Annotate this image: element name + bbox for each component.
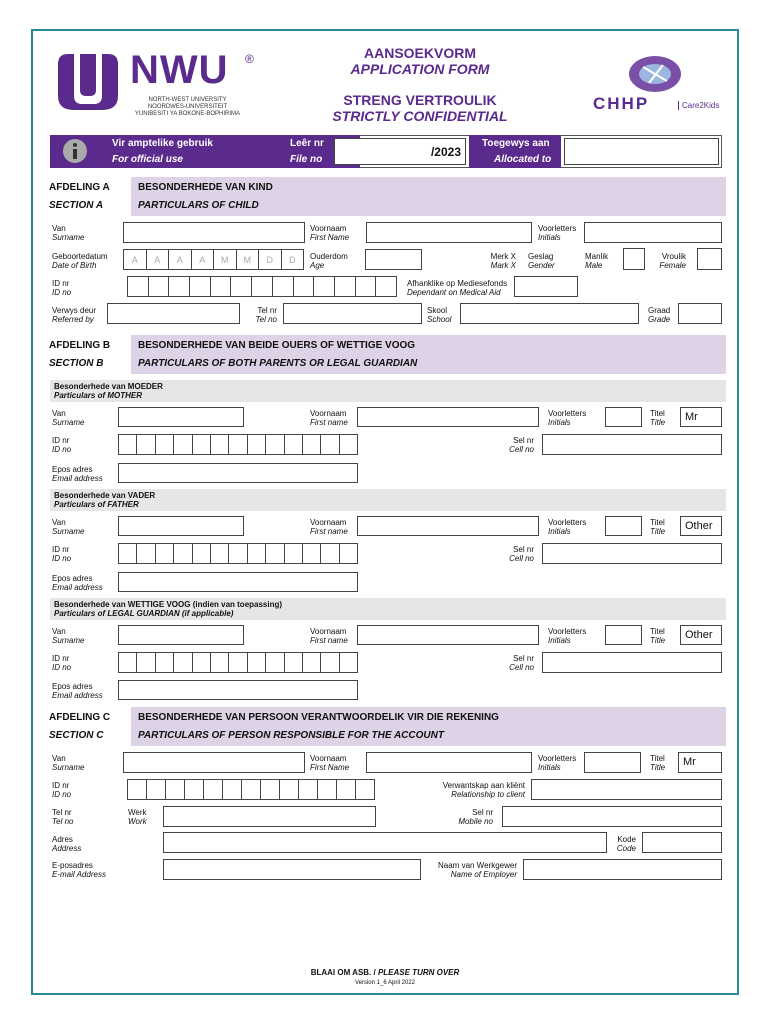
acc-id-label: ID nr ID no: [52, 781, 72, 799]
confidential-af: STRENG VERTROULIK: [343, 92, 497, 108]
child-surname-label: Van Surname: [52, 224, 85, 242]
child-surname-input[interactable]: [123, 222, 305, 243]
child-id-grid[interactable]: [127, 276, 397, 297]
nwu-logo-text: NWU: [130, 48, 229, 92]
mother-email-label: Epos adres Email address: [52, 465, 103, 483]
acc-surname-label: Van Surname: [52, 754, 85, 772]
uni-name-tn: YUNIBESITI YA BOKONE-BOPHIRIMA: [134, 111, 241, 117]
acc-cell-label: Sel nr Mobile no: [458, 808, 493, 826]
guardian-subheader: Besonderhede van WETTIGE VOOG (indien van toepassing) Particulars of LEGAL GUARDIAN (if applicable): [50, 598, 726, 620]
care2kids-text: Care2Kids: [678, 101, 719, 110]
mother-initials-input[interactable]: [605, 407, 642, 427]
school-label: Skool School: [427, 306, 452, 324]
dob-label: Geboortedatum Date of Birth: [52, 252, 108, 270]
child-initials-input[interactable]: [584, 222, 722, 243]
ref-tel-label: Tel nr Tel no: [255, 306, 277, 324]
chhp-logo-text: CHHP: [593, 94, 650, 113]
mother-subheader: Besonderhede van MOEDER Particulars of MOTHER: [50, 380, 726, 402]
registered-mark: ®: [245, 52, 254, 66]
section-b-label: AFDELING B SECTION B: [49, 335, 131, 374]
file-no-input[interactable]: [334, 138, 466, 165]
title-af: AANSOEKVORM: [363, 45, 476, 61]
acc-title-select[interactable]: Mr: [678, 752, 722, 773]
father-surname-input[interactable]: [118, 516, 244, 536]
uni-name-af: NOORDWES-UNIVERSITEIT: [147, 104, 228, 110]
child-firstname-label: Voornaam First Name: [310, 224, 350, 242]
grade-label: Graad Grade: [648, 306, 671, 324]
uni-name-en: NORTH-WEST UNIVERSITY: [148, 97, 227, 103]
section-a-label: AFDELING A SECTION A: [49, 177, 131, 216]
version-text: Version 1_6 April 2022: [354, 980, 416, 986]
section-a-header: BESONDERHEDE VAN KIND PARTICULARS OF CHILD: [131, 177, 726, 216]
file-no-en: File no: [290, 154, 323, 165]
father-initials-input[interactable]: [605, 516, 642, 536]
father-email-input[interactable]: [118, 572, 358, 592]
section-c-header: BESONDERHEDE VAN PERSOON VERANTWOORDELIK VIR DIE REKENING PARTICULARS OF PERSON RESPONSIBLE FOR THE ACCOUNT: [131, 707, 726, 746]
ref-tel-input[interactable]: [283, 303, 422, 324]
guardian-title-label: Titel Title: [650, 627, 666, 645]
official-use-en: For official use: [112, 154, 183, 165]
acc-initials-input[interactable]: [584, 752, 641, 773]
acc-work-label: Werk Work: [128, 808, 147, 826]
university-names: [130, 97, 245, 118]
guardian-firstname-input[interactable]: [357, 625, 539, 645]
guardian-initials-label: Voorletters Initials: [548, 627, 587, 645]
father-title-select[interactable]: Other: [680, 516, 722, 536]
father-title-label: Titel Title: [650, 518, 666, 536]
acc-id-grid[interactable]: [127, 779, 375, 800]
allocated-af: Toegewys aan: [482, 138, 550, 149]
guardian-id-label: ID nr ID no: [52, 654, 72, 672]
child-initials-label: Voorletters Initials: [538, 224, 577, 242]
guardian-surname-input[interactable]: [118, 625, 244, 645]
employer-input[interactable]: [523, 859, 722, 880]
mother-cell-input[interactable]: [542, 434, 722, 455]
chhp-brain-icon: [625, 53, 685, 95]
mother-email-input[interactable]: [118, 463, 358, 483]
mother-initials-label: Voorletters Initials: [548, 409, 587, 427]
mark-x-label: Merk X Mark X: [490, 252, 516, 270]
guardian-cell-input[interactable]: [542, 652, 722, 673]
father-cell-label: Sel nr Cell no: [509, 545, 534, 563]
relationship-label: Verwantskap aan kliënt Relationship to client: [442, 781, 525, 799]
section-b-header: BESONDERHEDE VAN BEIDE OUERS OF WETTIGE VOOG PARTICULARS OF BOTH PARENTS OR LEGAL GUARDIAN: [131, 335, 726, 374]
address-input[interactable]: [163, 832, 607, 853]
address-label: Adres Address: [52, 835, 82, 853]
referred-label: Verwys deur Referred by: [52, 306, 97, 324]
dob-grid[interactable]: A A A A M M D D: [123, 249, 304, 270]
child-id-label: ID nr ID no: [52, 279, 72, 297]
grade-input[interactable]: [678, 303, 722, 324]
guardian-surname-label: Van Surname: [52, 627, 85, 645]
father-initials-label: Voorletters Initials: [548, 518, 587, 536]
info-icon: [62, 138, 88, 164]
mother-id-grid[interactable]: [118, 434, 358, 455]
acc-firstname-input[interactable]: [366, 752, 532, 773]
acc-email-input[interactable]: [163, 859, 421, 880]
referred-input[interactable]: [107, 303, 240, 324]
mother-surname-input[interactable]: [118, 407, 244, 427]
code-input[interactable]: [642, 832, 722, 853]
mother-title-label: Titel Title: [650, 409, 666, 427]
guardian-initials-input[interactable]: [605, 625, 642, 645]
female-label: Vroulik Female: [659, 252, 686, 270]
child-firstname-input[interactable]: [366, 222, 532, 243]
medical-aid-input[interactable]: [514, 276, 578, 297]
age-input[interactable]: [365, 249, 422, 270]
nwu-emblem: [52, 50, 124, 112]
mother-title-select[interactable]: Mr: [680, 407, 722, 427]
father-id-grid[interactable]: [118, 543, 358, 564]
acc-initials-label: Voorletters Initials: [538, 754, 577, 772]
official-use-af: Vir amptelike gebruik: [112, 138, 213, 149]
male-label: Manlik Male: [585, 252, 609, 270]
acc-cell-input[interactable]: [502, 806, 722, 827]
father-id-label: ID nr ID no: [52, 545, 72, 563]
acc-work-tel-input[interactable]: [163, 806, 376, 827]
mother-firstname-input[interactable]: [357, 407, 539, 427]
acc-email-label: E-posadres E-mail Address: [52, 861, 106, 879]
file-no-af: Leêr nr: [290, 138, 324, 149]
guardian-id-grid[interactable]: [118, 652, 358, 673]
please-turn-over: BLAAI OM ASB. / PLEASE TURN OVER: [310, 968, 460, 977]
guardian-email-input[interactable]: [118, 680, 358, 700]
guardian-email-label: Epos adres Email address: [52, 682, 103, 700]
relationship-input[interactable]: [531, 779, 722, 800]
acc-title-label: Titel Title: [650, 754, 666, 772]
acc-firstname-label: Voornaam First Name: [310, 754, 350, 772]
section-c-label: AFDELING C SECTION C: [49, 707, 131, 746]
father-firstname-label: Voornaam First name: [310, 518, 348, 536]
father-surname-label: Van Surname: [52, 518, 85, 536]
allocated-en: Allocated to: [494, 154, 552, 165]
guardian-title-select[interactable]: Other: [680, 625, 722, 645]
school-input[interactable]: [460, 303, 639, 324]
mother-surname-label: Van Surname: [52, 409, 85, 427]
allocated-input[interactable]: [564, 138, 719, 165]
father-firstname-input[interactable]: [357, 516, 539, 536]
mother-id-label: ID nr ID no: [52, 436, 72, 454]
guardian-firstname-label: Voornaam First name: [310, 627, 348, 645]
mother-firstname-label: Voornaam First name: [310, 409, 348, 427]
medical-aid-label: Afhanklike op Mediesefonds Dependant on Medical Aid: [407, 279, 508, 297]
father-email-label: Epos adres Email address: [52, 574, 103, 592]
father-cell-input[interactable]: [542, 543, 722, 564]
title-en: APPLICATION FORM: [350, 61, 490, 77]
age-label: Ouderdom Age: [310, 252, 348, 270]
father-subheader: Besonderhede van VADER Particulars of FATHER: [50, 489, 726, 511]
mother-cell-label: Sel nr Cell no: [509, 436, 534, 454]
file-year: /2023: [430, 145, 461, 159]
employer-label: Naam van Werkgewer Name of Employer: [438, 861, 517, 879]
female-checkbox[interactable]: [697, 248, 722, 270]
confidential-en: STRICTLY CONFIDENTIAL: [332, 108, 508, 124]
code-label: Kode Code: [616, 835, 636, 853]
gender-label: Geslag Gender: [528, 252, 555, 270]
male-checkbox[interactable]: [623, 248, 645, 270]
acc-tel-label: Tel nr Tel no: [52, 808, 74, 826]
acc-surname-input[interactable]: [123, 752, 305, 773]
guardian-cell-label: Sel nr Cell no: [509, 654, 534, 672]
